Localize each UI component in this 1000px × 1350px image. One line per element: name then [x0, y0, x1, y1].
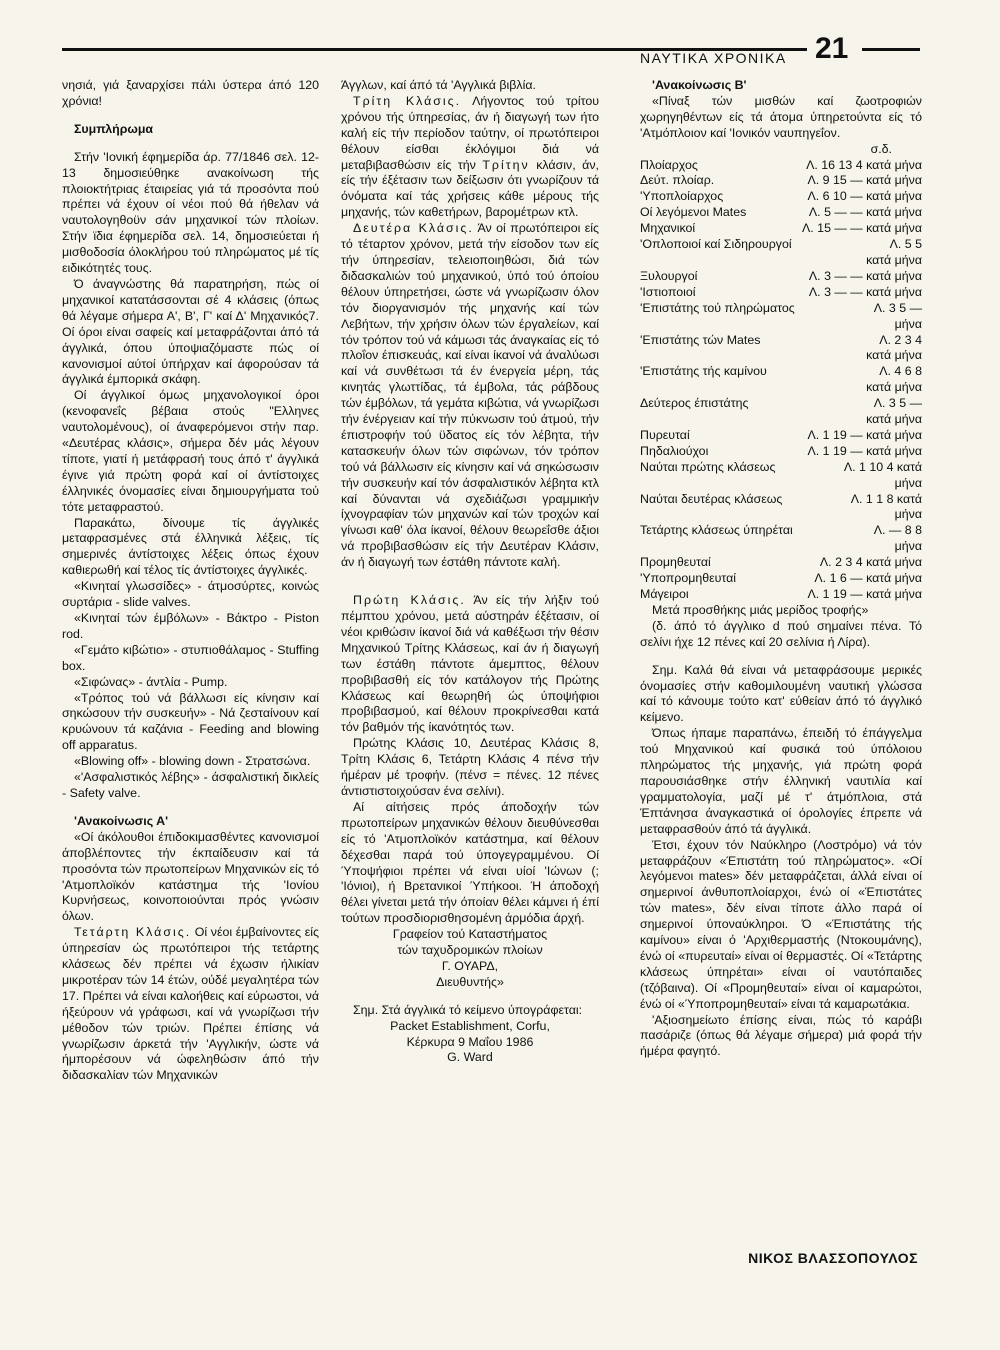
- wage-role: 'Ιστιοποιοί: [640, 284, 696, 299]
- paragraph: Άγγλων, καί άπό τά 'Αγγλικά βιβλία.: [341, 78, 536, 92]
- wage-role: Πηδαλιούχοι: [640, 443, 709, 458]
- paragraph: Μετά προσθήκης μιάς μερίδος τροφής»: [652, 602, 869, 617]
- paragraph: Πρώτης Κλάσις 10, Δευτέρας Κλάσις 8, Τρίτη Κλάσις 6, Τετάρτη Κλάσις 4 πένσ τήν ήμέραν μέ τροφήν. (πένσ = πένες. 12 πένες άντιστιστοιχούσαν ένα σελίνι).: [341, 736, 599, 798]
- table-row: [640, 173, 922, 189]
- wage-amount: Λ. 1 19 — κατά μήνα: [807, 427, 922, 442]
- class-word: Τρίτην: [482, 157, 530, 172]
- signature-line: τών ταχυδρομικών πλοίων: [397, 943, 543, 958]
- paragraph: Αί αίτήσεις πρός άποδοχήν τών πρωτοπείρων μηχανικών θέλουν διευθύνεσθαι είς τό 'Ατμοπλοϊκόν κατάστημα, καί θέλουν δέχεσθαι παρά τού ύπογεγραμμένου. Οί Ύποψήφιοι πρέπει νά είναι υίοί 'Ιώνων (; 'Ιόνιοι), ή Βρετανικοί Ύπήκοοι. Ή άποδοχή θέλει γίνεται μετά τήν όποίαν θέλει κάμνει ή έπί τούτων προσδιορισθησομένη άρμόδια άρχή.: [341, 799, 599, 926]
- column-3: [640, 78, 922, 1060]
- table-row-continuation: [640, 507, 922, 523]
- table-row: [640, 555, 922, 571]
- table-row: [640, 269, 922, 285]
- wage-role: Δεύτερος έπιστάτης: [640, 396, 749, 411]
- wage-amount: Λ. 1 6 — κατά μήνα: [814, 571, 922, 586]
- page-number: 21: [815, 32, 849, 65]
- table-row: [640, 364, 922, 380]
- paragraph: [341, 221, 599, 571]
- table-row: [640, 221, 922, 237]
- signature-line: Γραφείον τού Καταστήματος: [392, 927, 548, 942]
- wage-role: Δεύτ. πλοίαρ.: [640, 173, 715, 188]
- term-item: «Γεμάτο κιβώτιο» - στυπιοθάλαμος - Stuffing box.: [62, 642, 319, 673]
- wage-role: Πυρευταί: [640, 427, 690, 442]
- term-item: «Κινηταί γλωσσίδες» - άτμοσύρτες, κοινώς συρτάρια - slide valves.: [62, 579, 319, 610]
- wage-amount: Λ. 3 5 —: [873, 396, 922, 411]
- wage-role: Πλοίαρχος: [640, 157, 698, 172]
- term-item: «Τρόπος τού νά βάλλωσι είς κίνησιν καί σηκώσουν τήν συσκευήν» - Νά ζεσταίνουν καί κρυώνουν τά καζάνια - Feeding and blowing off apparatus.: [62, 690, 319, 753]
- paragraph: [341, 593, 599, 736]
- wage-amount: Λ. 15 — — κατά μήνα: [802, 221, 922, 236]
- table-row: [640, 189, 922, 205]
- paragraph: Έτσι, έχουν τόν Ναύκληρο (Λοστρόμο) νά τόν μεταφράζουν «Έπιστάτη τού πληρώματος». «Οί λεγόμενοι mates» δέν μεταφράζεται, άλλά είναι οί σημερινοί άνθυποπλοίαρχοι, ένώ οί «Έπιστάτες τών mates», δέν είναι τίποτε άλλο παρά οί σημερινοί ύποναύκληροι. Ό «Έπιστάτης τής καμίνου» είναι ό 'Αρχιθερμαστής (Ντοκουμάνης), ένώ οί «πυρευταί» είναι οί θερμαστές. Οί «Τετάρτης κλάσεως ύπηρέται» είναι οί ναυτόπαιδες (τζόβαινα). Οί «Προμηθευταί» είναι οί καμαρώτοι, ένώ οί «Ύποπρομηθευταί» είναι τά καμαρωτάκια.: [640, 837, 922, 1011]
- paragraph: «Οί άκόλουθοι έπιδοκιμασθέντες κανονισμοί άποβλέποντες τήν έκπαίδευσιν καί τά προσόντα τών πρωτοπείρων Μηχανικών είς τό 'Ατμοπλοϊκόν κατάστημα τής 'Ιονίου Κυρνήσεως, κοινοποιούνται πρός γνώσιν όλων.: [62, 829, 319, 924]
- term-item: «Σιφώνας» - άντλία - Pump.: [74, 674, 228, 689]
- currency-units: σ.δ.: [870, 141, 892, 156]
- wage-amount: Λ. 2 3 4: [879, 332, 922, 347]
- wage-amount: Λ. 16 13 4 κατά μήνα: [806, 157, 922, 172]
- table-row: [640, 333, 922, 349]
- paragraph: Σημ. Καλά θά είναι νά μεταφράσουμε μερικές όνομασίες στήν καθομιλουμένη ναυτική γλώσσα καί τό κάνουμε τούτο κατ' εύθείαν άπό τό άγγλικό κείμενο.: [640, 662, 922, 725]
- column-2: [341, 78, 599, 1066]
- wage-role: Μάγειροι: [640, 587, 689, 601]
- wage-amount: Λ. 1 19 — κατά μήνα: [807, 443, 922, 458]
- signature-line: Κέρκυρα 9 Μαΐου 1986: [406, 1034, 534, 1049]
- wage-role: Οί λεγόμενοι Mates: [640, 205, 747, 220]
- paragraph: «Πίναξ τών μισθών καί ζωοτροφιών χωρηγηθέντων είς τά άτομα ύπηρετούντα είς τό 'Ατμόπλοιον καί 'Ιονικόν ναυπηγεΐον.: [640, 93, 922, 140]
- author-signature: ΝΙΚΟΣ ΒΛΑΣΣΟΠΟΥΛΟΣ: [748, 1250, 918, 1266]
- paragraph: (δ. άπό τό άγγλικο d πού σημαίνει πένα. Τό σελίνι ήχε 12 πένες καί 20 σελίνια ή Λίρα).: [640, 618, 922, 649]
- wage-role: 'Υποπρομηθευταί: [640, 571, 737, 586]
- table-row-continuation: [640, 380, 922, 396]
- wage-period: μήνα: [894, 475, 922, 490]
- class-label: Τετάρτη Κλάσις.: [74, 925, 192, 940]
- term-item: «'Ασφαλιστικός λέβης» - άσφαλιστική δικλείς - Safety valve.: [62, 770, 319, 800]
- wage-period: κατά μήνα: [866, 380, 922, 395]
- wage-amount: Λ. 4 6 8: [879, 364, 922, 379]
- wage-role: Μηχανικοί: [640, 221, 696, 236]
- table-row: [640, 205, 922, 221]
- paragraph: [62, 925, 319, 1084]
- wage-amount: Λ. — 8 8: [873, 523, 922, 538]
- signature-line: Packet Establishment, Corfu,: [390, 1018, 550, 1033]
- table-row: [640, 460, 922, 476]
- wage-amount: Λ. 5 — — κατά μήνα: [808, 205, 922, 220]
- notice-a-heading: 'Ανακοίνωσις Α': [74, 813, 169, 828]
- signature-line: G. Ward: [447, 1050, 493, 1065]
- table-row: [640, 587, 922, 603]
- wage-period: κατά μήνα: [866, 412, 922, 427]
- table-row-continuation: [640, 412, 922, 428]
- wage-role: Ναύται δευτέρας κλάσεως: [640, 491, 783, 506]
- signature-line: Γ. ΟΥΑΡΔ,: [441, 958, 499, 973]
- class-text: Λήγοντος τού τρίτου χρόνου τής ύπηρεσίας, άν ή διαγωγή των ήτο καλή είς τήν περίοδον ταύτην, οί πρωτόπειροι θέλουν είσθαι έκλόγιμοι διά νά μεταβιβασθώσιν είς τήν: [341, 93, 599, 172]
- wage-role: Ναύται πρώτης κλάσεως: [640, 459, 776, 474]
- wage-amount: Λ. 1 10 4 κατά: [843, 459, 922, 474]
- wage-amount: Λ. 9 15 — κατά μήνα: [807, 173, 922, 188]
- paragraph: 'Αξιοσημείωτο έπίσης είναι, πώς τό καράβι πασάριζε (όπως θά λέγαμε σήμερα) μιά φορά τήν ήμέρα φαγητό.: [640, 1012, 922, 1059]
- class-text: κλάσιν, άν, είς τήν έξέτασιν των δείξωσιν ότι γνωρίζουν τά όνόματα καί τάς χρήσεις κάθε μέρους τής μηχανής, τών καθετήρων, βαρομέτρων κτλ.: [341, 157, 599, 220]
- table-row-continuation: [640, 476, 922, 492]
- wage-amount: Λ. 3 — — κατά μήνα: [808, 284, 922, 299]
- table-row-continuation: [640, 253, 922, 269]
- table-row: [640, 428, 922, 444]
- table-row: [640, 492, 922, 508]
- term-item: «Blowing off» - blowing down - Στρατσώνα.: [74, 754, 311, 769]
- table-row: [640, 396, 922, 412]
- term-item: «Κινηταί τών έμβόλων» - Βάκτρο - Piston rod.: [62, 611, 319, 641]
- class-label: Πρώτη Κλάσις.: [353, 593, 466, 608]
- class-text: Οί νέοι έμβαίνοντες είς ύπηρεσίαν ώς πρωτόπειροι τής τετάρτης κλάσεως δέν πρέπει νά έχωσιν ήλικίαν μικροτέραν τών 14 έτών, ούδέ μεγαλητέρα τών 17. Πρέπει νά είναι καλοήθεις καί εύρωστοι, νά ήξεύρουν νά γράφωσι, καί νά γνωρίζωσι τήν μέθοδον τών τριών. Πρέπει έπίσης νά γνωρίζωσιν άρκετά τήν 'Αγγλικήν, ώστε νά ήμπορέσουν νά ώφεληθώσιν άπό τήν διδασκαλίαν τών Μηχανικών: [62, 925, 319, 1083]
- wage-role: 'Επιστάτης τών Mates: [640, 332, 761, 347]
- paragraph: Στήν 'Ιονική έφημερίδα άρ. 77/1846 σελ. 12-13 δημοσιεύθηκε ανακοίνωση τής πλοιοκτήτριας έταιρείας γιά τά προσόντα πού πρέπει νά έχουν οί νέοι πού θά ήθελαν νά ναυτολογηθοϋν σάν μηχανικοί τών πλοίων. Στήν ϊδια έφημερίδα σελ. 14, δημοσιεύεται ή μισθοδοσία όλοκλήρου τού πληρώματος μέ τίς ειδικότητές τους.: [62, 149, 319, 276]
- wage-role: 'Οπλοποιοί καί Σιδηρουργοί: [640, 237, 792, 252]
- wage-amount: Λ. 3 5 —: [873, 300, 922, 315]
- wages-table: [640, 158, 922, 603]
- magazine-title: ΝΑΥΤΙΚΑ ΧΡΟΝΙΚΑ: [640, 50, 787, 66]
- table-row: [640, 571, 922, 587]
- intro-text: νησιά, γιά ξαναρχίσει πάλι ύστερα άπό 120 χρόνια!: [62, 78, 319, 108]
- class-label: Τρίτη Κλάσις.: [353, 93, 462, 108]
- paragraph: Οί άγγλικοί όμως μηχανολογικοί όροι (κενοφανεΐς βέβαια στούς "Ελληνες ναυτολομένους), οί άναφερόμενοι στήν παρ. «Δευτέρας κλάσις», σήμερα δέν μάς λέγουν τίποτε, γιατί ή μετάφρασή τους άπό τ' άγγλικά έγινε γιά πρώτη φορά καί οί άντίστοιχες έλληνικές όνομασίες είναι δημιουργήματα τού τότε μεταφραστού.: [62, 388, 319, 514]
- signature-line: Διευθυντής»: [436, 974, 504, 989]
- wage-role: Τετάρτης κλάσεως ύπηρέται: [640, 523, 793, 538]
- class-text: Άν είς τήν λήξιν τού πέμπτου χρόνου, μετά αύστηράν έξέτασιν, οί νέοι κριθώσιν ίκανοί διά νά καθέξωσι τήν θέσιν Μηχανικού Τρίτης Κλάσεως, καί άν ή διαγωγή των έστάθη πάντοτε άμεμπτος, θέλουν προβιβασθή είς τόν κατάλογον τής Πρώτης Κλάσεως καί θεωρηθή ώς ύποψήφιοι προβιβασμού, καί θέλουν προκρίνεσθαι κατά τόν βαθμόν τής ίκανότητός των.: [341, 593, 599, 735]
- paragraph: Παρακάτω, δίνουμε τίς άγγλικές μεταφρασμένες στά έλληνικά λέξεις, τίς σημερινές άντίστοιχες λέξεις όπως έχουν καθιερωθή καί τέλος τίς άντίστοιχες άγγλικές.: [62, 515, 319, 578]
- wage-period: μήνα: [894, 507, 922, 522]
- paragraph: Όπως ήπαμε παραπάνω, έπειδή τό έπάγγελμα τού Μηχανικού καί φυσικά τού ύπόλοιου πληρώματος τής μηχανής, γιά πρώτη φορά παρουσιάσθηκε στήν έλληνική ναυτιλία καί γραμματολογία, μαζί μέ τ' άτμόπλοια, στά Έπτάνησα άναγκαστικά οί όρολογίες έπρεπε νά μεταφρασθούν άπό τά άγγλικά.: [640, 726, 922, 836]
- table-row: [640, 285, 922, 301]
- wage-period: μήνα: [894, 316, 922, 331]
- paragraph: Σημ. Στά άγγλικά τό κείμενο ύπογράφεται:: [353, 1002, 583, 1017]
- wage-amount: Λ. 6 10 — κατά μήνα: [807, 189, 922, 204]
- wage-amount: Λ. 1 19 — κατά μήνα: [807, 587, 922, 601]
- class-label: Δευτέρα Κλάσις.: [353, 221, 474, 236]
- wage-amount: Λ. 5 5: [889, 237, 922, 252]
- paragraph: [341, 94, 599, 221]
- wage-period: μήνα: [894, 539, 922, 554]
- column-1: [62, 78, 319, 1084]
- wage-amount: Λ. 3 — — κατά μήνα: [808, 268, 922, 283]
- wage-period: κατά μήνα: [866, 348, 922, 363]
- header-rule-right: [862, 48, 920, 51]
- wage-role: 'Επιστάτης τού πληρώματος: [640, 300, 795, 315]
- wage-role: Προμηθευταί: [640, 555, 711, 570]
- class-text: Άν οί πρωτόπειροι είς τό τέταρτον χρόνον, μετά τήν είσοδον των είς τήν ύπηρεσίαν, τελειοποιηθώσι, διά τών διδασκαλιών τού μηχανικού, ύπό τού όποίου θέλουν ύπηρετήσει, ώστε νά γνωρίζωσιν όλον τόν διοργανισμόν τής μηχανής καί τών Λεβήτων, τήν χρήσιν όλων τών έργαλείων, καί τόν τρόπον τού νά κάμωσι τάς άναγκαίας είς τό πλοΐον έπισκευάς, καί είναι ίκανοί νά άναλύωσι καί νά συνθέτωσι τά έν ένεργεία μέρη, τάς κινητάς γλωττίδας, τά έμβολα, τάς ράβδους τών έμβόλων, τά γεμάτα κιβώτια, νά γνωρίζωσι τήν ένέργειαν καί τήν πύκνωσιν τού άτμού, τήν έπιστροφήν τού ϋδατος είς τόν λέβητα, τήν κατασκευήν όλων τών σιφώνων, τόν τρόπον τού νά βάλλωσιν είς κίνησιν καί νά σηκώσωσιν τήν συσκευήν καί τόν άσφαλιστικόν λέβητα κτλ καί δύνανται νά σχεδιάζωσι γραμμικήν ίχνογραφίαν τών μηχανών καί τών τροχών καί γίνωσι καθ' όλα ίκανοί, θέλουν θεωρεΐσθε άξιοι νά προβιβασθώσιν είς τήν Δευτέραν Κλάσιν, άν ή διαγωγή των έστάθη πάντοτε καλή.: [341, 221, 599, 570]
- table-row: [640, 301, 922, 317]
- table-row-continuation: [640, 539, 922, 555]
- table-row-continuation: [640, 348, 922, 364]
- supplement-heading: Συμπλήρωμα: [74, 121, 154, 136]
- table-row: [640, 237, 922, 253]
- wage-amount: Λ. 2 3 4 κατά μήνα: [819, 555, 922, 570]
- wage-amount: Λ. 1 1 8 κατά: [850, 491, 922, 506]
- table-row: [640, 444, 922, 460]
- paragraph: Ό άναγνώστης θά παρατηρήση, πώς οί μηχανικοί κατατάσσονται σέ 4 κλάσεις (όπως θά λέγαμε σήμερα Α', Β', Γ' καί Δ' Μηχανικός7. Οί όροι είναι σαφείς καί μεταφράζονται άπό τά άγγλικά, όπου ύποψιαζόμαστε πώς οί κανονισμοί αύτοί ύπήρχαν καί άφορούσαν τά άγγλικά έμπορικά σκάφη.: [62, 276, 319, 387]
- table-row: [640, 523, 922, 539]
- wage-role: 'Επιστάτης τής καμίνου: [640, 364, 767, 379]
- wage-role: Ξυλουργοί: [640, 268, 698, 283]
- table-row: [640, 158, 922, 174]
- wage-period: κατά μήνα: [866, 252, 922, 267]
- notice-b-heading: 'Ανακοίνωσις Β': [652, 78, 747, 92]
- table-row-continuation: [640, 317, 922, 333]
- wage-role: 'Υποπλοίαρχος: [640, 189, 724, 204]
